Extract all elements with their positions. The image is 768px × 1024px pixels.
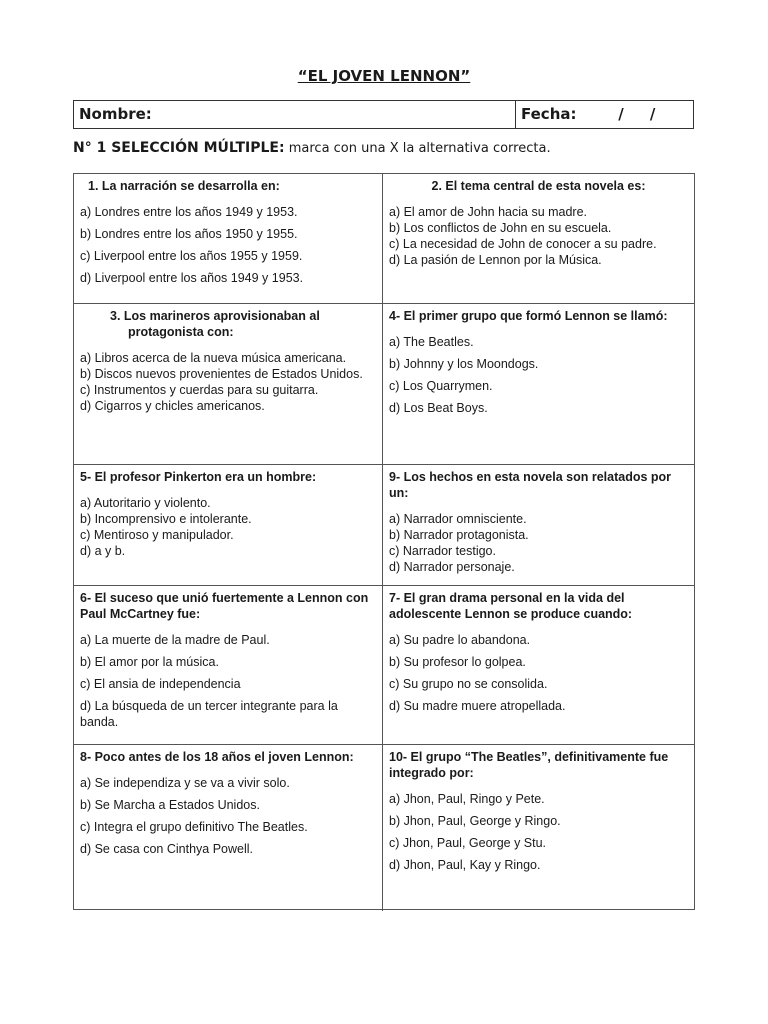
option[interactable]: d) La pasión de Lennon por la Música.: [389, 253, 602, 267]
question-5: [74, 465, 383, 586]
option[interactable]: a) Jhon, Paul, Ringo y Pete.: [389, 792, 545, 806]
question-title: 8- Poco antes de los 18 años el joven Lennon:: [80, 750, 354, 764]
option-list: [389, 791, 688, 873]
option-list: [80, 632, 376, 730]
option[interactable]: b) El amor por la música.: [80, 655, 219, 669]
question-title: 2. El tema central de esta novela es:: [431, 179, 646, 193]
question-title: 6- El suceso que unió fuertemente a Lennon con Paul McCartney fue:: [80, 591, 369, 621]
option[interactable]: d) a y b.: [80, 544, 126, 558]
option[interactable]: b) Su profesor lo golpea.: [389, 655, 526, 669]
option[interactable]: c) Narrador testigo.: [389, 544, 496, 558]
question-title: 7- El gran drama personal en la vida del adolescente Lennon se produce cuando:: [389, 591, 633, 621]
option[interactable]: c) Instrumentos y cuerdas para su guitarra.: [80, 383, 319, 397]
question-title: 10- El grupo “The Beatles”, definitivamente fue integrado por:: [389, 750, 669, 780]
option[interactable]: d) Liverpool entre los años 1949 y 1953.: [80, 271, 304, 285]
question-title: 9- Los hechos en esta novela son relatados por un:: [389, 470, 672, 500]
option[interactable]: d) Cigarros y chicles americanos.: [80, 399, 265, 413]
option[interactable]: a) La muerte de la madre de Paul.: [80, 633, 270, 647]
questions-table: [73, 173, 695, 910]
option-list: [80, 204, 376, 286]
option[interactable]: b) Johnny y los Moondogs.: [389, 357, 539, 371]
option[interactable]: b) Los conflictos de John en su escuela.: [389, 221, 612, 235]
question-title: 4- El primer grupo que formó Lennon se llamó:: [389, 309, 668, 323]
question-6: [74, 586, 383, 745]
option[interactable]: a) Se independiza y se va a vivir solo.: [80, 776, 290, 790]
option[interactable]: b) Se Marcha a Estados Unidos.: [80, 798, 260, 812]
question-title: 5- El profesor Pinkerton era un hombre:: [80, 470, 317, 484]
option[interactable]: d) La búsqueda de un tercer integrante para la banda.: [80, 699, 338, 729]
name-field[interactable]: Nombre:: [74, 101, 516, 128]
option[interactable]: a) Narrador omnisciente.: [389, 512, 527, 526]
question-10: [383, 745, 694, 911]
option[interactable]: d) Se casa con Cinthya Powell.: [80, 842, 254, 856]
option[interactable]: a) Autoritario y violento.: [80, 496, 211, 510]
option[interactable]: d) Los Beat Boys.: [389, 401, 488, 415]
section-label: N° 1 SELECCIÓN MÚLTIPLE:: [73, 140, 285, 156]
option[interactable]: c) Su grupo no se consolida.: [389, 677, 548, 691]
question-7: [383, 586, 694, 745]
question-8: [74, 745, 383, 911]
option[interactable]: c) Integra el grupo definitivo The Beatles.: [80, 820, 308, 834]
option[interactable]: b) Jhon, Paul, George y Ringo.: [389, 814, 561, 828]
option[interactable]: a) The Beatles.: [389, 335, 474, 349]
question-3: [74, 304, 383, 465]
section-heading: [73, 140, 551, 156]
question-title: 3. Los marineros aprovisionaban al protagonista con:: [110, 309, 320, 339]
option-list: [389, 632, 688, 714]
option[interactable]: c) Liverpool entre los años 1955 y 1959.: [80, 249, 303, 263]
option[interactable]: b) Londres entre los años 1950 y 1955.: [80, 227, 298, 241]
title-text: “EL JOVEN LENNON”: [297, 67, 471, 85]
option[interactable]: c) La necesidad de John de conocer a su padre.: [389, 237, 657, 251]
option-list: [80, 495, 376, 559]
option[interactable]: b) Discos nuevos provenientes de Estados Unidos.: [80, 367, 363, 381]
option[interactable]: a) El amor de John hacia su madre.: [389, 205, 588, 219]
name-date-box: [73, 100, 694, 129]
option[interactable]: a) Libros acerca de la nueva música americana.: [80, 351, 347, 365]
page-title: [0, 67, 768, 85]
question-1: [74, 174, 383, 304]
option[interactable]: c) Jhon, Paul, George y Stu.: [389, 836, 547, 850]
option[interactable]: d) Narrador personaje.: [389, 560, 515, 574]
option[interactable]: d) Jhon, Paul, Kay y Ringo.: [389, 858, 541, 872]
question-4: [383, 304, 694, 465]
section-instruction: marca con una X la alternativa correcta.: [284, 141, 551, 156]
option-list: [80, 775, 376, 857]
option-list: [389, 334, 688, 416]
option[interactable]: a) Su padre lo abandona.: [389, 633, 531, 647]
option-list: [389, 204, 688, 268]
option[interactable]: c) Los Quarrymen.: [389, 379, 493, 393]
option[interactable]: d) Su madre muere atropellada.: [389, 699, 566, 713]
question-2: [383, 174, 694, 304]
option[interactable]: a) Londres entre los años 1949 y 1953.: [80, 205, 298, 219]
option[interactable]: b) Incomprensivo e intolerante.: [80, 512, 252, 526]
question-9: [383, 465, 694, 586]
option[interactable]: c) El ansia de independencia: [80, 677, 241, 691]
option-list: [389, 511, 688, 575]
option-list: [80, 350, 376, 414]
question-title: 1. La narración se desarrolla en:: [88, 179, 280, 193]
option[interactable]: b) Narrador protagonista.: [389, 528, 529, 542]
date-field[interactable]: Fecha: / /: [521, 105, 656, 123]
option[interactable]: c) Mentiroso y manipulador.: [80, 528, 234, 542]
